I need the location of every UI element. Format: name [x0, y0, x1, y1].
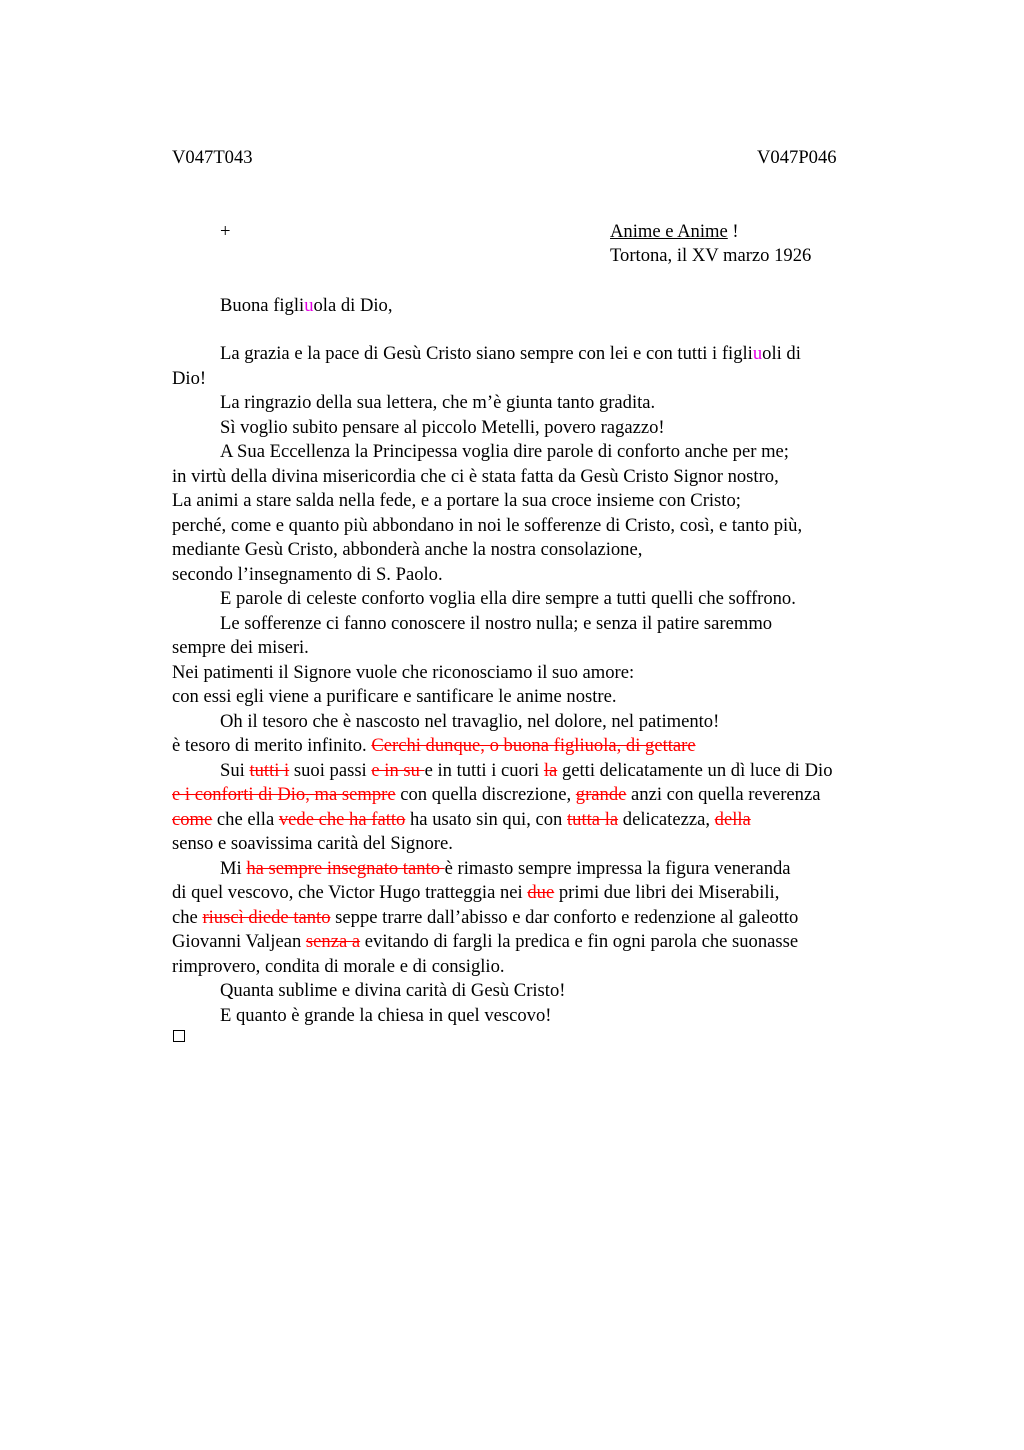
deleted-text: come	[172, 808, 213, 830]
body-line: La animi a stare salda nella fede, e a portare la sua croce insieme con Cristo;	[172, 490, 741, 511]
body-line: rimprovero, condita di morale e di consiglio.	[172, 955, 505, 977]
salutation-text: ola di Dio,	[313, 295, 393, 316]
body-line: come che ella vede che ha fatto ha usato sin qui, con tutta la delicatezza, della	[172, 808, 751, 830]
deleted-text: e in su	[371, 759, 425, 781]
body-line: secondo l’insegnamento di S. Paolo.	[172, 563, 443, 585]
deleted-text: la	[543, 759, 558, 781]
body-line: A Sua Eccellenza la Principessa voglia dire parole di conforto anche per me;	[220, 441, 789, 462]
body-line: Quanta sublime e divina carità di Gesù Cristo!	[220, 980, 566, 1001]
end-box-icon	[173, 1030, 185, 1042]
body-line: La grazia e la pace di Gesù Cristo siano sempre con lei e con tutti i figliuoli di	[220, 343, 801, 364]
deleted-text: tutta la	[567, 808, 619, 830]
letter-title	[610, 220, 739, 244]
deleted-text: e i conforti di Dio, ma sempre	[172, 784, 396, 805]
salutation-text: Buona figli	[220, 295, 305, 316]
deleted-text: vede che ha fatto	[278, 808, 406, 830]
body-line: Dio!	[172, 367, 207, 389]
insertion-mark: u	[752, 343, 763, 364]
body-line: La ringrazio della sua lettera, che m’è giunta tanto gradita.	[220, 392, 656, 413]
deleted-text: riuscì diede tanto	[202, 906, 331, 928]
body-line: Oh il tesoro che è nascosto nel travaglio, nel dolore, nel patimento!	[220, 710, 720, 732]
body-line: con essi egli viene a purificare e santificare le anime nostre.	[172, 686, 617, 707]
body-line: di quel vescovo, che Victor Hugo tratteggia nei due primi due libri dei Miserabili,	[172, 882, 780, 903]
deleted-text: ha sempre insegnato tanto	[246, 857, 445, 879]
cross-symbol: +	[220, 221, 231, 242]
deleted-text: tutti i	[249, 759, 290, 781]
body-line: che riuscì diede tanto seppe trarre dall’abisso e dar conforto e redenzione al galeotto	[172, 906, 799, 928]
body-line: Sì voglio subito pensare al piccolo Metelli, povero ragazzo!	[220, 416, 665, 438]
letter-title-underlined: Anime e Anime	[610, 221, 728, 242]
body-line: Nei patimenti il Signore vuole che riconosciamo il suo amore:	[172, 661, 635, 683]
body-line: E quanto è grande la chiesa in quel vescovo!	[220, 1004, 552, 1026]
body-line: Le sofferenze ci fanno conoscere il nostro nulla; e senza il patire saremmo	[220, 612, 773, 634]
deleted-text: della	[714, 808, 751, 830]
body-line: perché, come e quanto più abbondano in noi le sofferenze di Cristo, così, e tanto più,	[172, 514, 803, 536]
deleted-text: senza a	[305, 931, 361, 952]
body-line: in virtù della divina misericordia che ci è stata fatta da Gesù Cristo Signor nostro,	[172, 465, 779, 487]
deleted-text: Cerchi dunque, o buona figliuola, di gettare	[371, 735, 696, 756]
body-line: sempre dei miseri.	[172, 637, 309, 658]
body-line: e i conforti di Dio, ma sempre con quella discrezione, grande anzi con quella reverenza	[172, 784, 821, 805]
letter-title-suffix: !	[727, 221, 739, 242]
letter-body	[172, 342, 912, 1028]
body-line: Mi ha sempre insegnato tanto è rimasto sempre impressa la figura veneranda	[220, 857, 791, 879]
body-line: Sui tutti i suoi passi e in su e in tutti i cuori la getti delicatamente un dì luce di Dio	[220, 759, 833, 781]
body-line: è tesoro di merito infinito. Cerchi dunque, o buona figliuola, di gettare	[172, 735, 696, 756]
body-line: senso e soavissima carità del Signore.	[172, 833, 453, 854]
salutation	[220, 294, 393, 318]
body-line: Giovanni Valjean senza a evitando di fargli la predica e fin ogni parola che suonasse	[172, 931, 799, 952]
place-date: Tortona, il XV marzo 1926	[610, 245, 812, 266]
header-right-code: V047P046	[757, 147, 837, 168]
insertion-mark: u	[304, 295, 314, 316]
header-left-code: V047T043	[172, 147, 253, 168]
deleted-text: due	[527, 882, 555, 903]
deleted-text: grande	[575, 784, 627, 805]
body-line: mediante Gesù Cristo, abbonderà anche la nostra consolazione,	[172, 539, 643, 560]
body-line: E parole di celeste conforto voglia ella dire sempre a tutti quelli che soffrono.	[220, 588, 796, 609]
